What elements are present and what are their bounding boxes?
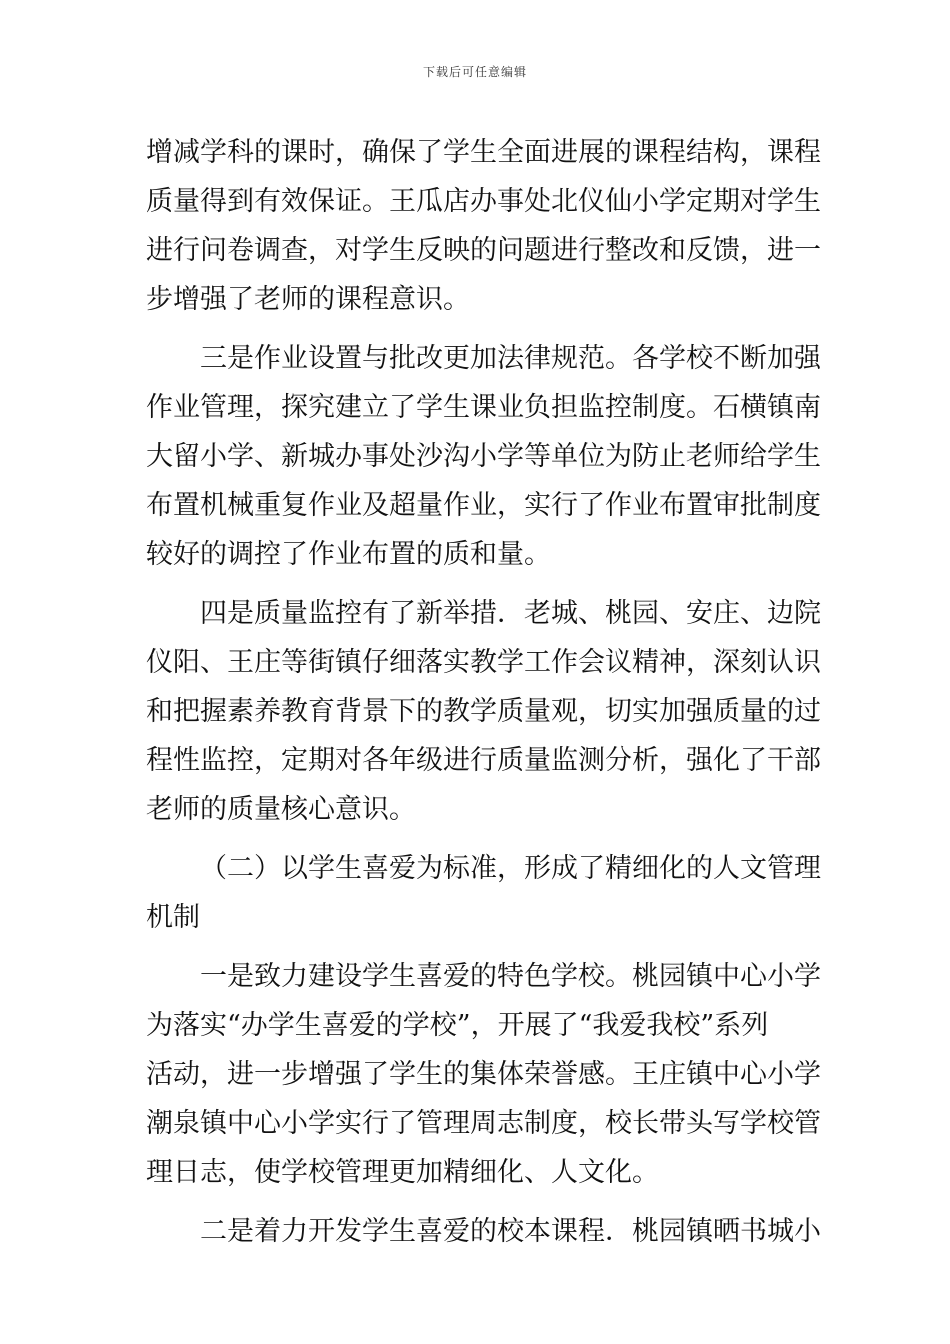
text-line: 一是致力建设学生喜爱的特色学校。桃园镇中心小学 [200,961,821,992]
text-line: 活动，进一步增强了学生的集体荣誉感。王庄镇中心小学 [146,1059,821,1090]
text-line: 质量得到有效保证。王瓜店办事处北仪仙小学定期对学生 [146,186,821,217]
text-line: 进行问卷调查，对学生反映的问题进行整改和反馈，进一 [146,235,821,266]
text-line: 大留小学、新城办事处沙沟小学等单位为防止老师给学生 [146,441,821,472]
text-line: 三是作业设置与批改更加法律规范。各学校不断加强 [200,343,821,374]
text-line: 增减学科的课时，确保了学生全面进展的课程结构，课程 [146,137,821,168]
text-line: 较好的调控了作业布置的质和量。 [146,539,551,570]
paragraph-gap [146,324,808,334]
text-line: 程性监控，定期对各年级进行质量监测分析，强化了干部 [146,745,821,776]
paragraph-gap [146,1197,808,1207]
text-line: 理日志，使学校管理更加精细化、人文化。 [146,1157,659,1188]
section-heading: 机制 [146,902,200,933]
paragraph-gap [146,834,808,844]
text-line: 仪阳、王庄等街镇仔细落实教学工作会议精神，深刻认识 [146,647,821,678]
text-line: 老师的质量核心意识。 [146,794,416,825]
section-heading: （二）以学生喜爱为标准，形成了精细化的人文管理 [200,853,821,884]
text-line: 布置机械重复作业及超量作业，实行了作业布置审批制度 [146,490,821,521]
text-line: 潮泉镇中心小学实行了管理周志制度，校长带头写学校管 [146,1108,821,1139]
document-body [146,128,821,1256]
text-line: 和把握素养教育背景下的教学质量观，切实加强质量的过 [146,696,821,727]
paragraph-gap [146,579,808,589]
paragraph-gap [146,942,808,952]
text-line: 二是着力开发学生喜爱的校本课程．桃园镇晒书城小 [200,1216,821,1247]
text-line: 为落实“办学生喜爱的学校”，开展了“我爱我校”系列 [146,1010,769,1041]
page-header: 下载后可任意编辑 [422,65,527,79]
text-line: 作业管理，探究建立了学生课业负担监控制度。石横镇南 [146,392,821,423]
text-line: 步增强了老师的课程意识。 [146,284,470,315]
text-line: 四是质量监控有了新举措．老城、桃园、安庄、边院 [200,598,821,629]
